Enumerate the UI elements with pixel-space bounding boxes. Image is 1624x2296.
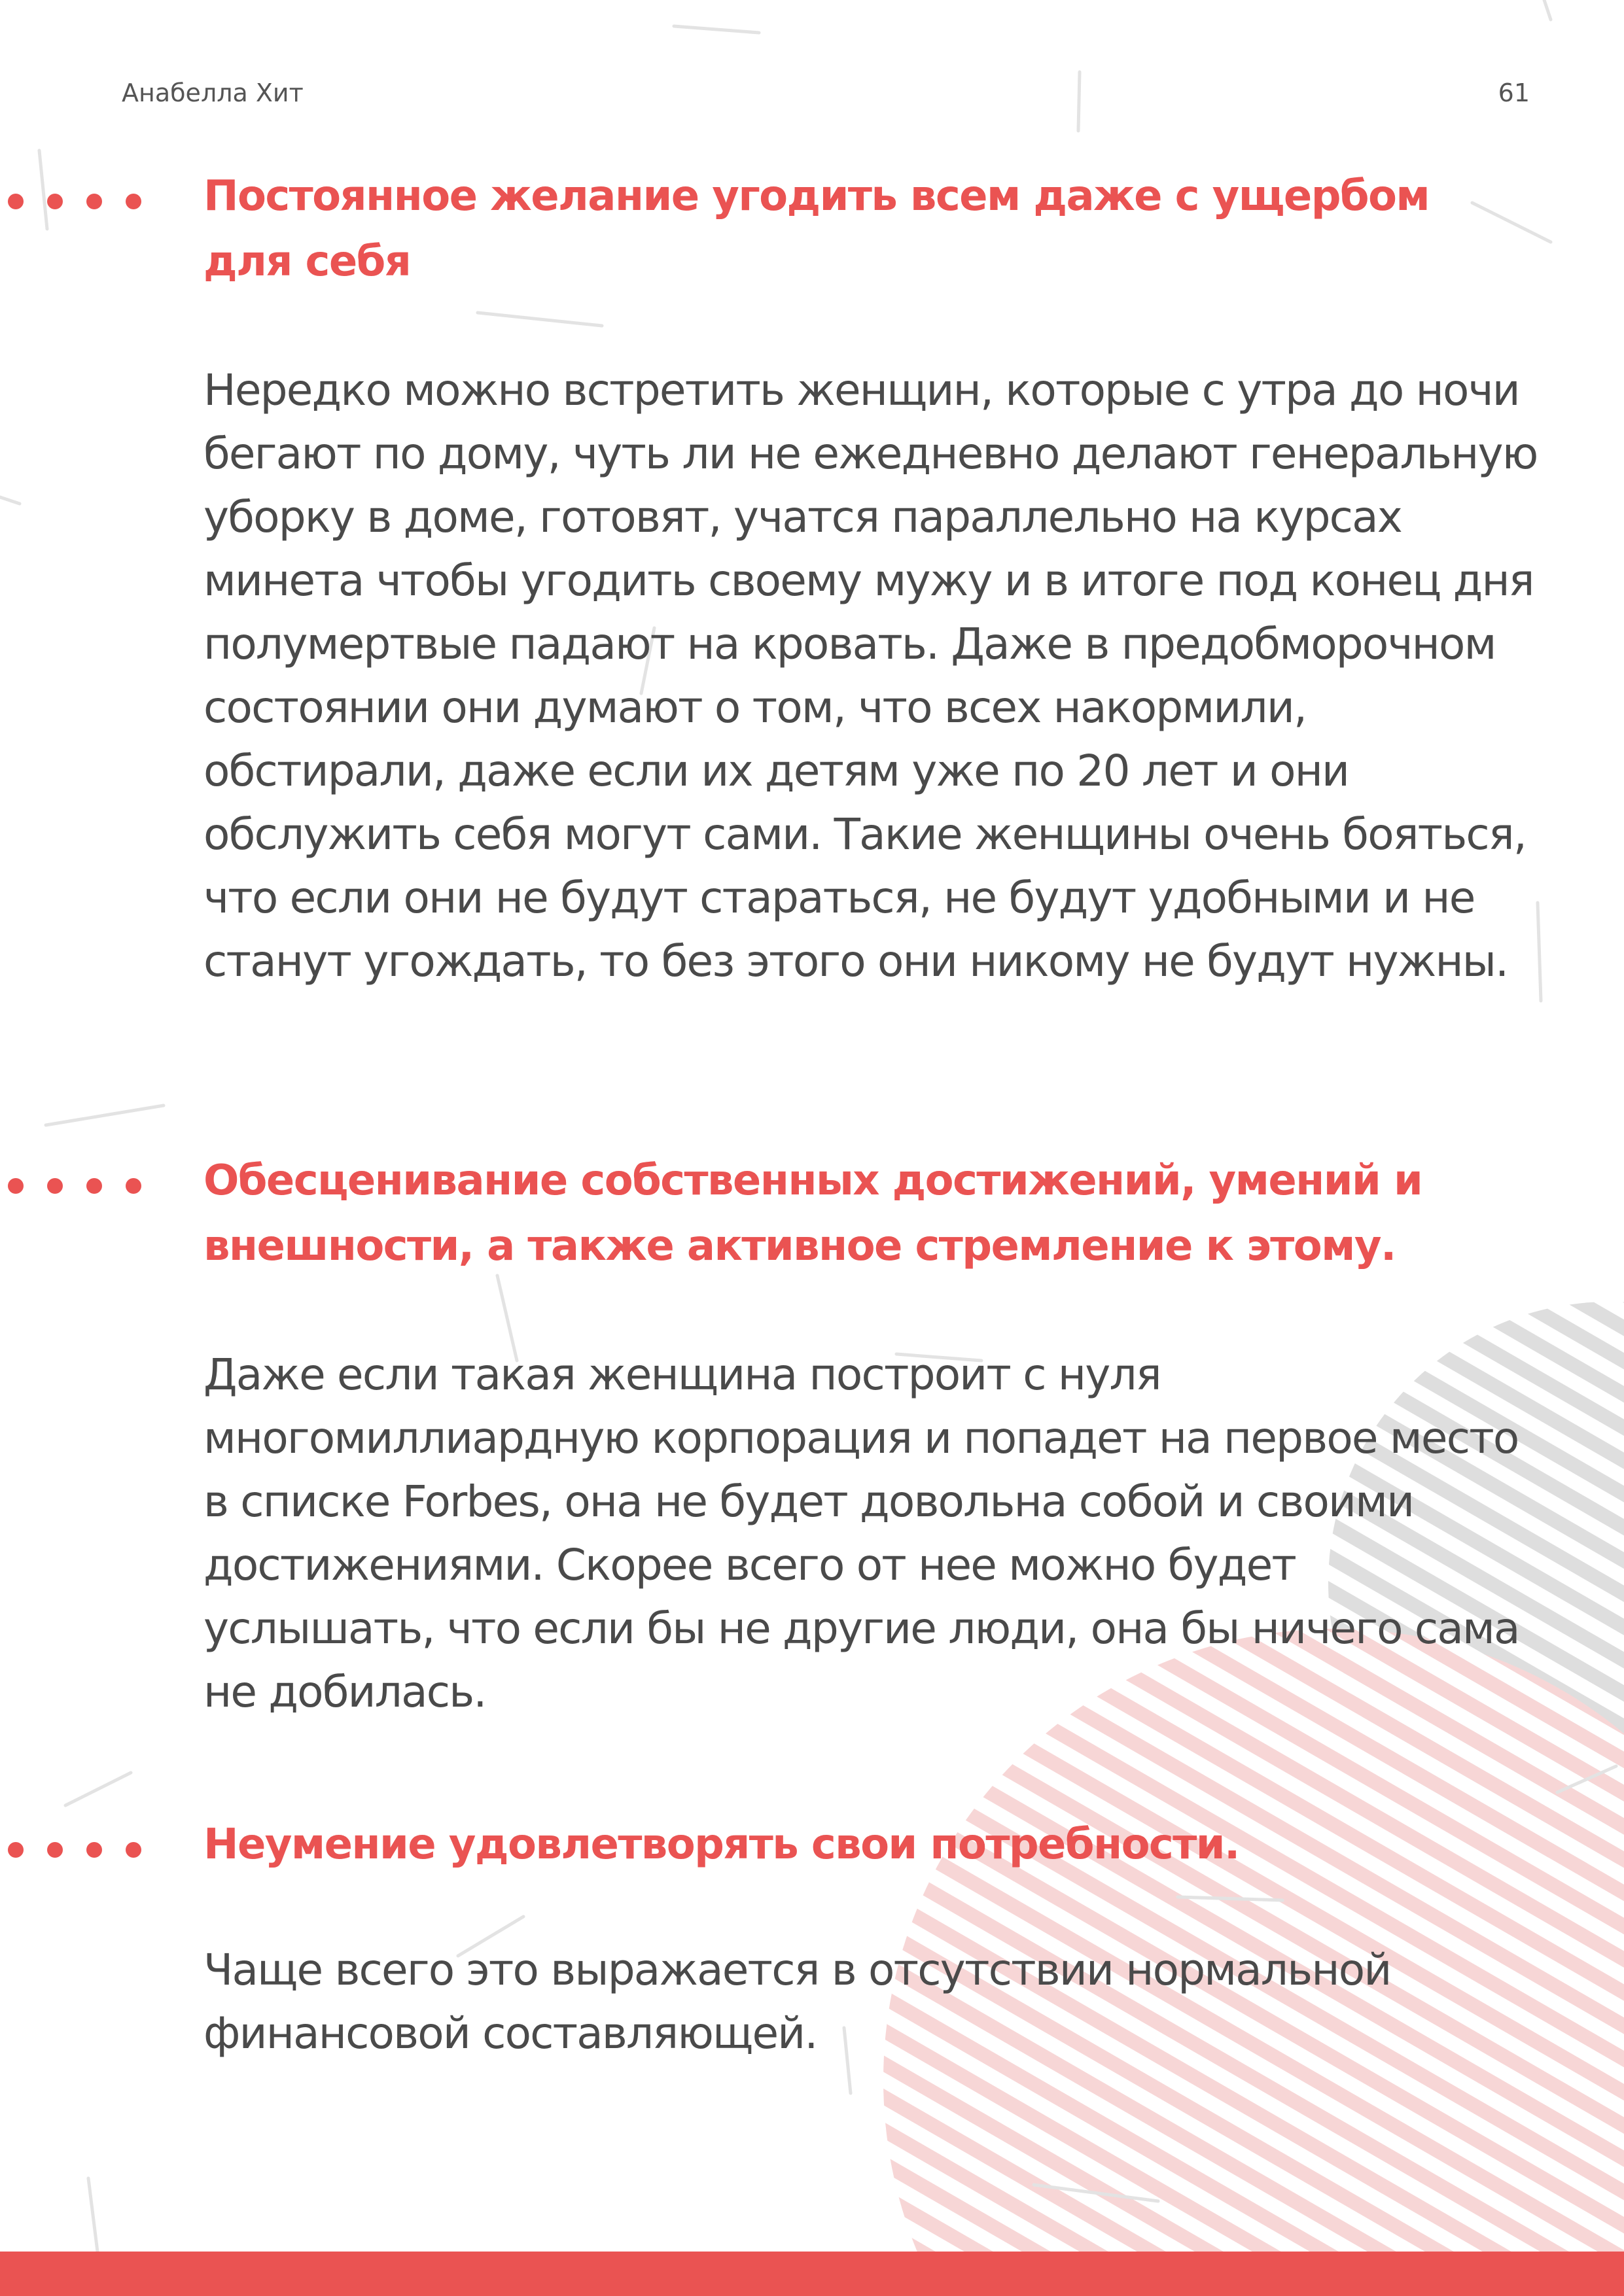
- section-bullet-icon: [8, 194, 145, 209]
- bullet-dot: [86, 1178, 102, 1194]
- page-number: 61: [1498, 78, 1530, 107]
- section-bullet-icon: [8, 1178, 145, 1194]
- bullet-dot: [86, 194, 102, 209]
- bullet-dot: [47, 1178, 63, 1194]
- bullet-dot: [47, 1842, 63, 1858]
- header-author: Анабелла Хит: [122, 78, 304, 107]
- section-body: Нередко можно встретить женщин, которые с утра до ночи бегают по дому, чуть ли не ежедневно делают генеральную уборку в доме, готовят, учатся параллельно на курсах минета чтобы угодить своему мужу и в итоге под конец дня полумертвые падают на кровать. Даже в предобморочном состоянии они думают о том, что всех накормили, обстирали, даже если их детям уже по 20 лет и они обслужить себя могут сами. Такие женщины очень бояться, что если они не будут стараться, не будут удобными и не станут угождать, то без этого они никому не будут нужны.: [203, 365, 1538, 986]
- section-heading: Обесценивание собственных достижений, умений и внешности, а также активное стремление к этому.: [203, 1157, 1422, 1270]
- bullet-dot: [126, 194, 141, 209]
- bullet-dot: [47, 194, 63, 209]
- section-heading: Постоянное желание угодить всем даже с ущербом для себя: [203, 172, 1430, 286]
- section-heading: Неумение удовлетворять свои потребности.: [203, 1820, 1239, 1869]
- section-body: Даже если такая женщина построит с нуля многомиллиардную корпорация и попадет на первое место в списке Forbes, она не будет довольна собой и своими достижениями. Скорее всего от нее можно будет услышать, что если бы не другие люди, она бы ничего сама не добилась.: [203, 1349, 1519, 1717]
- footer-bar: [0, 2252, 1624, 2296]
- bullet-dot: [86, 1842, 102, 1858]
- bullet-dot: [8, 1842, 24, 1858]
- bullet-dot: [126, 1178, 141, 1194]
- bullet-dot: [8, 1178, 24, 1194]
- section-body: Чаще всего это выражается в отсутствии нормальной финансовой составляющей.: [203, 1945, 1391, 2059]
- section-bullet-icon: [8, 1842, 145, 1858]
- bullet-dot: [8, 194, 24, 209]
- bullet-dot: [126, 1842, 141, 1858]
